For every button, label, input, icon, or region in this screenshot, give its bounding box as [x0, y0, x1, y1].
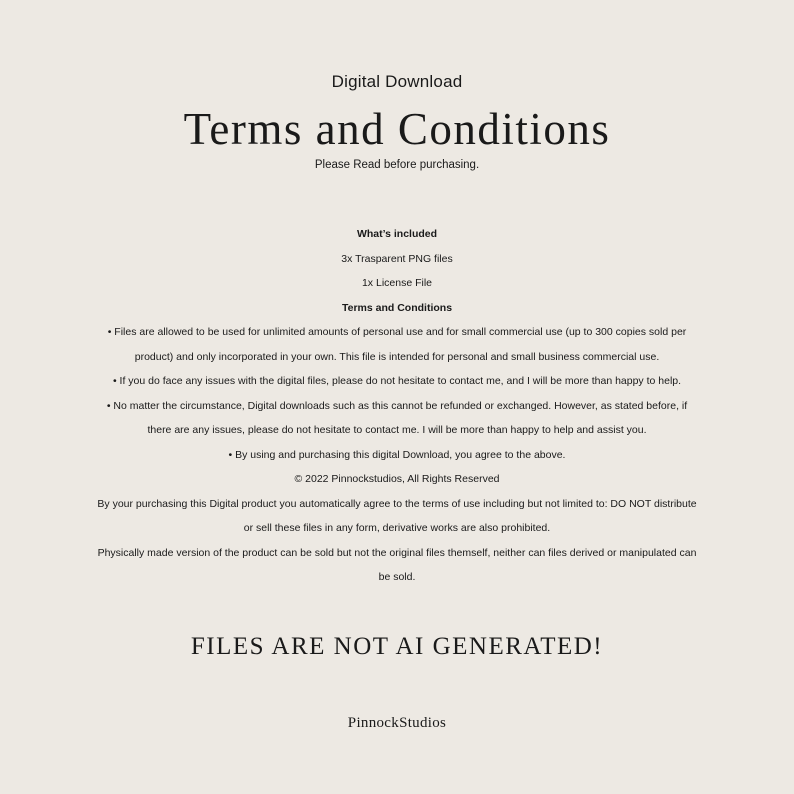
copyright-line: © 2022 Pinnockstudios, All Rights Reserved — [294, 473, 500, 485]
terms-line: or sell these files in any form, derivative works are also prohibited. — [243, 522, 551, 534]
terms-line: • Files are allowed to be used for unlimited amounts of personal use and for small commercial use (up to 300 copies sold per — [107, 326, 687, 338]
page-title: Terms and Conditions — [183, 104, 611, 154]
terms-line: By your purchasing this Digital product you automatically agree to the terms of use including but not limited to: DO NOT distribute — [97, 497, 697, 510]
terms-line: there are any issues, please do not hesitate to contact me. I will be more than happy to help and assist you. — [147, 424, 647, 436]
terms-line: • By using and purchasing this digital Download, you agree to the above. — [228, 448, 566, 461]
brand-name: PinnockStudios — [347, 715, 447, 731]
included-heading: What’s included — [356, 228, 438, 240]
terms-line: Physically made version of the product can be sold but not the original files themself, neither can files derived or manipulated can — [97, 546, 697, 559]
terms-line: be sold. — [378, 571, 416, 583]
kicker-text: Digital Download — [331, 72, 463, 91]
included-item: 3x Trasparent PNG files — [341, 252, 453, 265]
terms-line: • If you do face any issues with the digital files, please do not hesitate to contact me, and I will be more than happy to help. — [112, 375, 682, 387]
terms-body — [60, 222, 734, 590]
page-subtitle: Please Read before purchasing. — [314, 159, 480, 171]
terms-line: • No matter the circumstance, Digital downloads such as this cannot be refunded or exchanged. However, as stated before, if — [106, 399, 688, 412]
ai-notice: FILES ARE NOT AI GENERATED! — [190, 633, 604, 660]
terms-heading: Terms and Conditions — [341, 301, 453, 314]
terms-line: product) and only incorporated in your own. This file is intended for personal and small business commercial use. — [134, 350, 660, 363]
included-item: 1x License File — [361, 277, 433, 289]
